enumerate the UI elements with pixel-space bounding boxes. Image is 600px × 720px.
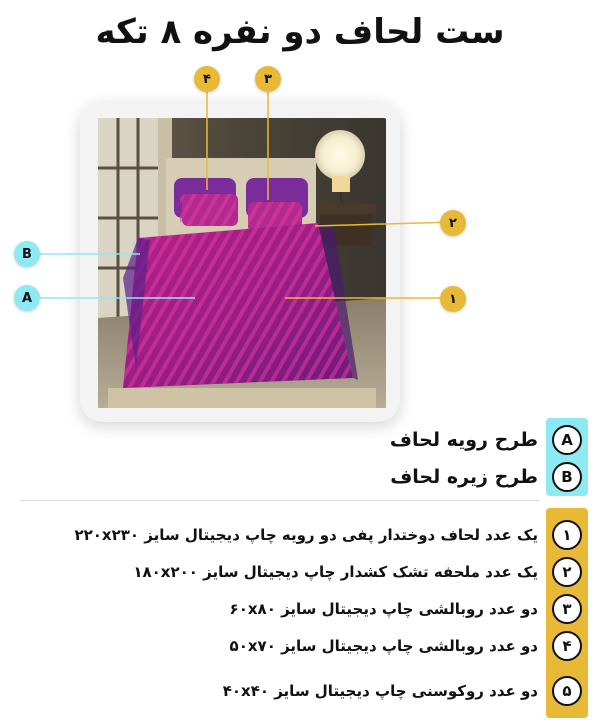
item-row-3 bbox=[230, 594, 582, 624]
legend-badge-b: B bbox=[552, 462, 582, 492]
item-badge-1: ۱ bbox=[552, 520, 582, 550]
item-text-5: دو عدد روکوسنی چاپ دیجیتال سایز ۴۰x۴۰ bbox=[222, 682, 538, 700]
item-text-4: دو عدد روبالشی چاپ دیجیتال سایز ۵۰x۷۰ bbox=[229, 637, 538, 655]
legend-row-b bbox=[390, 462, 582, 492]
marker-4: ۴ bbox=[194, 66, 220, 92]
item-row-2 bbox=[133, 557, 582, 587]
legend-text-a: طرح رویه لحاف bbox=[389, 429, 538, 451]
marker-a: A bbox=[14, 285, 40, 311]
legend-badge-a: A bbox=[552, 425, 582, 455]
item-badge-5: ۵ bbox=[552, 676, 582, 706]
item-text-3: دو عدد روبالشی چاپ دیجیتال سایز ۶۰x۸۰ bbox=[229, 600, 538, 618]
marker-b: B bbox=[14, 241, 40, 267]
item-row-4 bbox=[230, 631, 582, 661]
legend-row-a bbox=[390, 425, 582, 455]
item-row-1 bbox=[74, 520, 582, 550]
legend-text-b: طرح زیره لحاف bbox=[390, 466, 538, 488]
item-text-2: یک عدد ملحفه تشک کشدار چاپ دیجیتال سایز ۱۸۰x۲۰۰ bbox=[133, 563, 538, 581]
page-title: ست لحاف دو نفره ۸ تکه bbox=[95, 12, 505, 52]
section-divider bbox=[20, 500, 540, 501]
item-row-5 bbox=[223, 676, 582, 706]
marker-2: ۲ bbox=[440, 210, 466, 236]
marker-3: ۳ bbox=[255, 66, 281, 92]
marker-1: ۱ bbox=[440, 286, 466, 312]
item-badge-2: ۲ bbox=[552, 557, 582, 587]
item-badge-3: ۳ bbox=[552, 594, 582, 624]
item-badge-4: ۴ bbox=[552, 631, 582, 661]
item-text-1: یک عدد لحاف دوختدار پفی دو رویه چاپ دیجیتال سایز ۲۲۰x۲۳۰ bbox=[74, 526, 538, 544]
